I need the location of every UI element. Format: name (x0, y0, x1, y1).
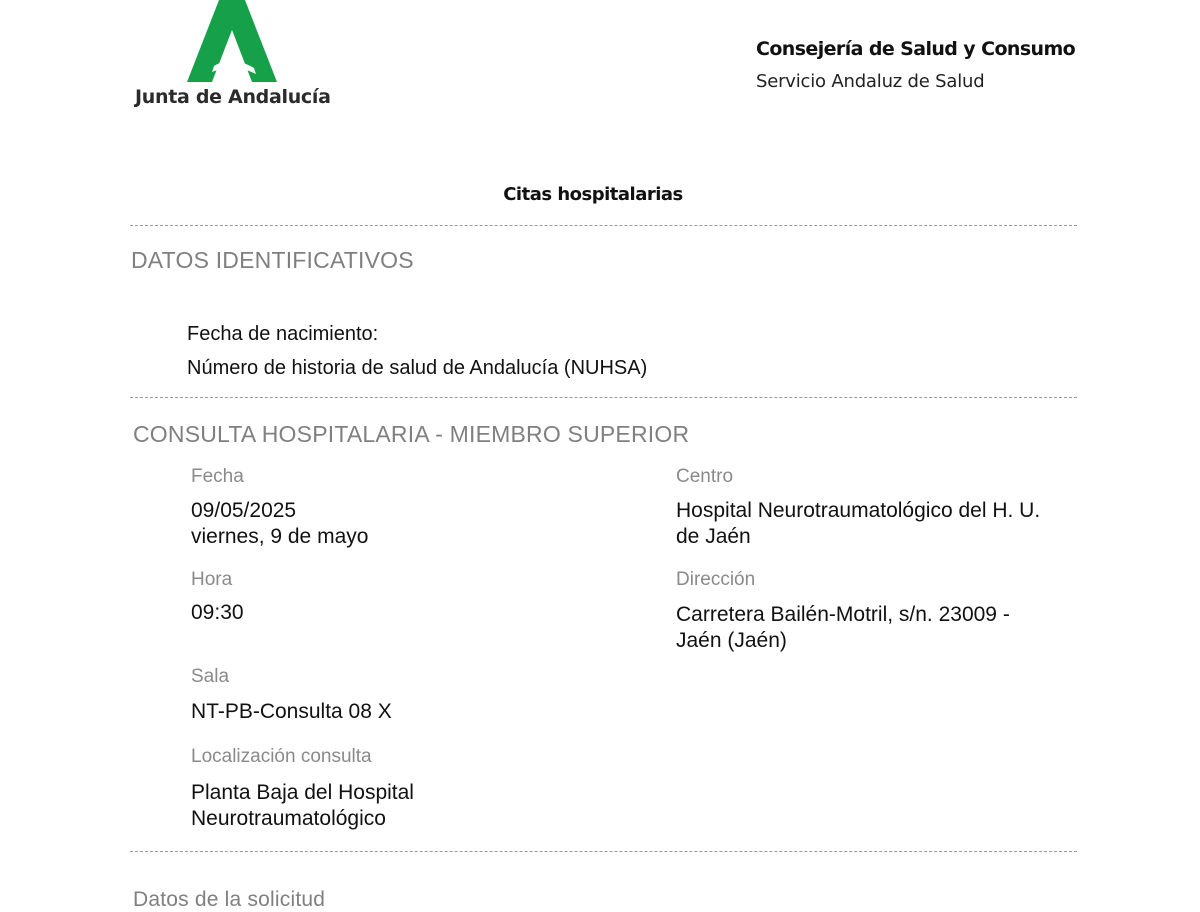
direccion-label: Dirección (676, 569, 756, 590)
org-main-name: Consejería de Salud y Consumo (756, 38, 1076, 60)
centro-line-2: de Jaén (676, 525, 751, 548)
organization-header (756, 36, 1075, 95)
section-title-solicitud: Datos de la solicitud (133, 888, 326, 911)
junta-andalucia-emblem-icon (182, 0, 282, 86)
divider (130, 225, 1077, 226)
junta-andalucia-logo (130, 0, 340, 118)
fecha-value (191, 498, 368, 550)
hora-value: 09:30 (191, 601, 244, 624)
fecha-date: 09/05/2025 (191, 499, 297, 522)
document-title: Citas hospitalarias (503, 184, 683, 205)
sala-value: NT-PB-Consulta 08 X (191, 700, 392, 723)
fecha-nacimiento-label: Fecha de nacimiento: (187, 323, 379, 345)
localizacion-line-1: Planta Baja del Hospital (191, 781, 414, 804)
fecha-weekday: viernes, 9 de mayo (191, 525, 369, 548)
centro-line-1: Hospital Neurotraumatológico del H. U. (676, 499, 1041, 522)
direccion-line-2: Jaén (Jaén) (676, 629, 787, 652)
centro-value (676, 498, 1040, 550)
section-title-datos-identificativos: DATOS IDENTIFICATIVOS (131, 247, 414, 273)
divider (130, 851, 1077, 852)
direccion-value (676, 602, 1010, 654)
hora-label: Hora (191, 569, 233, 590)
section-title-consulta: CONSULTA HOSPITALARIA - MIEMBRO SUPERIOR (133, 421, 690, 447)
divider (130, 397, 1077, 398)
logo-text: Junta de Andalucía (135, 86, 331, 108)
localizacion-label: Localización consulta (191, 746, 372, 767)
centro-label: Centro (676, 466, 734, 487)
direccion-line-1: Carretera Bailén-Motril, s/n. 23009 - (676, 603, 1010, 626)
sala-label: Sala (191, 666, 230, 687)
org-sub-name: Servicio Andaluz de Salud (756, 71, 985, 92)
localizacion-value (191, 780, 414, 832)
localizacion-line-2: Neurotraumatológico (191, 807, 386, 830)
nuhsa-label: Número de historia de salud de Andalucía (NUHSA) (187, 357, 648, 379)
fecha-label: Fecha (191, 466, 244, 487)
